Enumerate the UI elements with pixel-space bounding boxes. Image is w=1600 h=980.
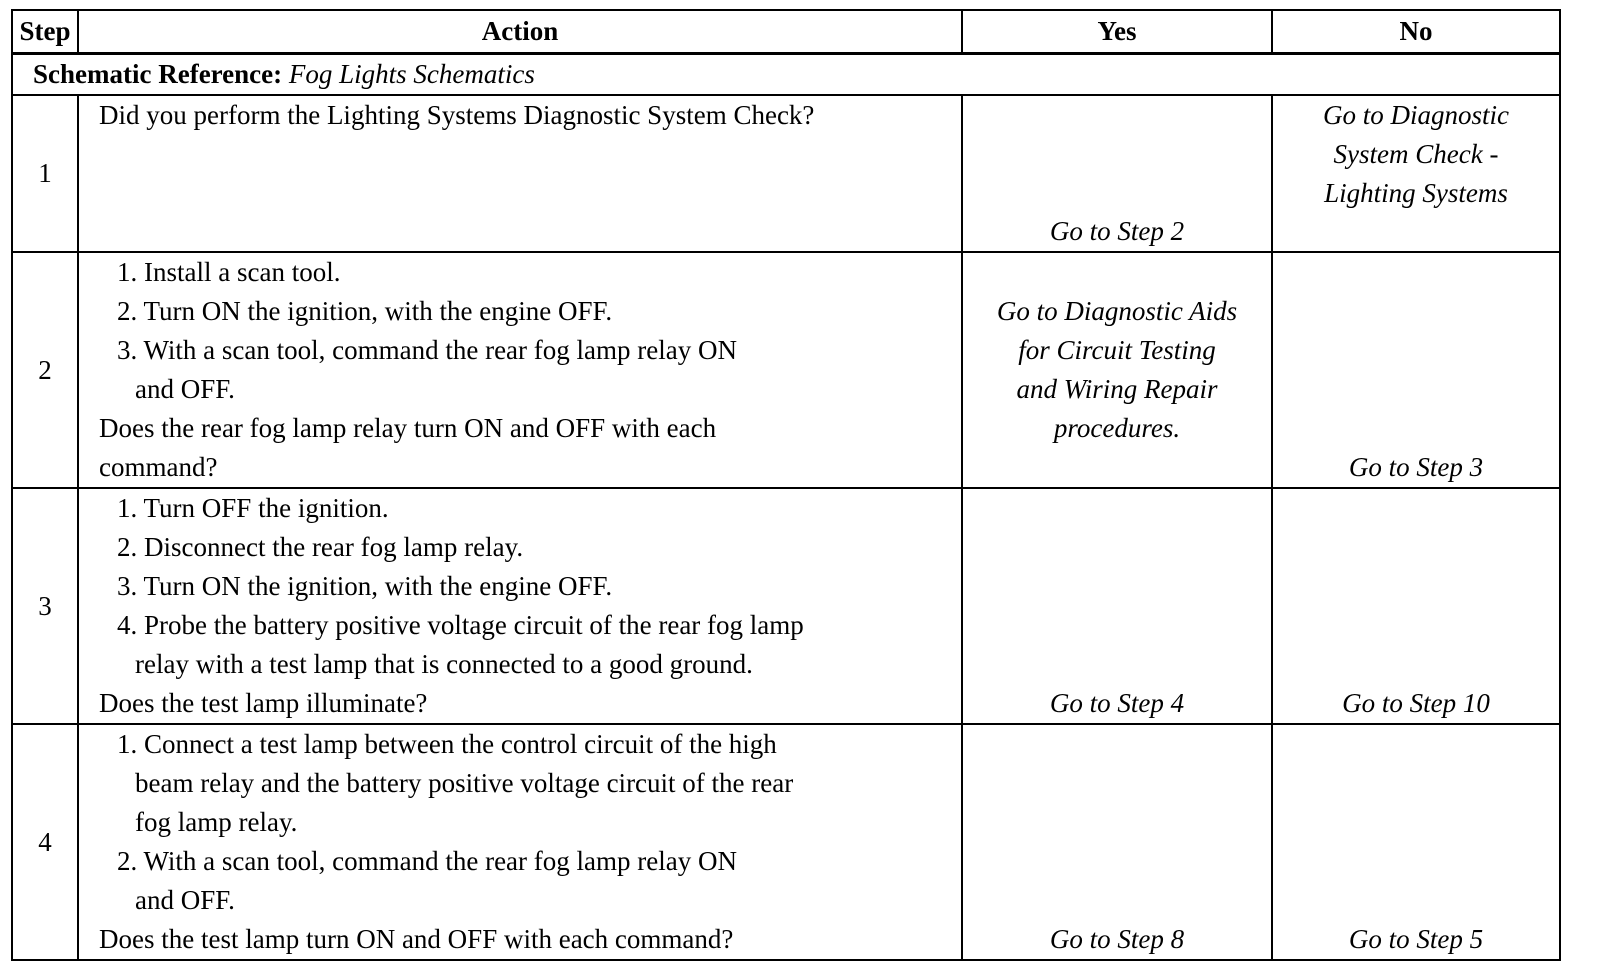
action-line: 3. With a scan tool, command the rear fog lamp relay ON [117,335,737,365]
schematic-reference-link[interactable]: Fog Lights Schematics [288,59,535,89]
no-cell [1272,488,1560,724]
action-line: command? [99,452,218,482]
action-line: relay with a test lamp that is connected to a good ground. [135,649,753,679]
table-row [12,95,1560,252]
yes-link[interactable]: Go to Step 4 [1049,688,1185,718]
table-row [12,488,1560,724]
action-line: 2. With a scan tool, command the rear fog lamp relay ON [117,846,737,876]
action-line: Does the rear fog lamp relay turn ON and OFF with each [99,413,717,443]
action-line: 1. Turn OFF the ignition. [117,493,389,523]
action-line: and OFF. [135,885,235,915]
no-line: Go to Diagnostic [1323,100,1509,130]
action-line: 2. Disconnect the rear fog lamp relay. [117,532,524,562]
diagnostic-table-wrapper [11,9,1561,961]
header-step: Step [12,10,78,54]
diagnostic-table [11,9,1561,961]
yes-link[interactable]: Go to Step 2 [1049,216,1185,246]
no-link[interactable]: Go to Step 3 [1348,452,1484,482]
yes-link[interactable] [963,292,1271,448]
action-cell [78,252,962,488]
no-cell [1272,252,1560,488]
schematic-reference-label: Schematic Reference: [33,59,283,89]
no-link[interactable] [1273,96,1559,213]
step-number: 2 [12,252,78,488]
action-line: beam relay and the battery positive voltage circuit of the rear [135,768,794,798]
action-line: Did you perform the Lighting Systems Diagnostic System Check? [99,100,815,130]
schematic-reference-cell [12,54,1560,96]
action-line: Does the test lamp illuminate? [99,688,428,718]
action-line: 3. Turn ON the ignition, with the engine OFF. [117,571,613,601]
step-number: 4 [12,724,78,960]
yes-line: for Circuit Testing [1018,335,1216,365]
table-row [12,252,1560,488]
yes-line: and Wiring Repair [1016,374,1218,404]
no-cell [1272,724,1560,960]
header-row [12,10,1560,54]
action-line: fog lamp relay. [135,807,298,837]
yes-link[interactable]: Go to Step 8 [1049,924,1185,954]
action-cell [78,488,962,724]
action-line: 4. Probe the battery positive voltage circuit of the rear fog lamp [117,610,804,640]
action-line: 1. Install a scan tool. [117,257,341,287]
schematic-reference-row [12,54,1560,96]
action-line: and OFF. [135,374,235,404]
yes-line: procedures. [1053,413,1181,443]
action-line: 1. Connect a test lamp between the control circuit of the high [117,729,777,759]
no-cell [1272,95,1560,252]
step-number: 3 [12,488,78,724]
action-line: Does the test lamp turn ON and OFF with each command? [99,924,734,954]
action-line: 2. Turn ON the ignition, with the engine OFF. [117,296,613,326]
no-line: Lighting Systems [1324,178,1508,208]
header-yes: Yes [962,10,1272,54]
yes-cell [962,95,1272,252]
no-link[interactable]: Go to Step 5 [1348,924,1484,954]
yes-cell [962,488,1272,724]
yes-cell [962,724,1272,960]
action-cell [78,95,962,252]
yes-line: Go to Diagnostic Aids [996,296,1238,326]
step-number: 1 [12,95,78,252]
header-no: No [1272,10,1560,54]
no-line: System Check - [1333,139,1499,169]
table-row [12,724,1560,960]
yes-cell [962,252,1272,488]
no-link[interactable]: Go to Step 10 [1342,688,1490,718]
header-action: Action [78,10,962,54]
action-cell [78,724,962,960]
